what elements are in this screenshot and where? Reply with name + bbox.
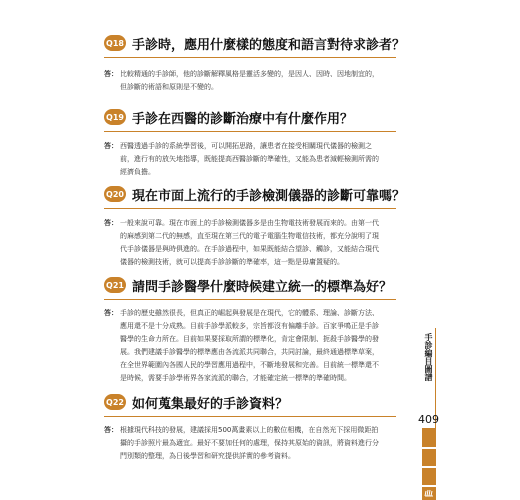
answer-line: 一般來說可靠。現在市面上的手診檢測儀器多是由生物電技術發展而來的。由第一代 (120, 219, 379, 227)
answer-block (104, 217, 398, 269)
answer-label: 答： (104, 309, 118, 317)
question-heading (104, 32, 405, 54)
answer-block (104, 68, 398, 94)
answer-block (104, 424, 398, 463)
answer-line: 但診斷的術語和原則是不變的。 (120, 83, 218, 91)
answer-line: 在全世界範圍內各國人民的學習應用過程中，不斷地發展和完善。目前統一標準還不 (120, 361, 379, 369)
question-heading (104, 274, 392, 296)
question-underline (104, 208, 396, 209)
running-title: 手診編目圖譜 (424, 333, 434, 381)
tab-divider (422, 485, 436, 487)
question-number-badge: Q20 (104, 186, 126, 202)
answer-line: 代手診儀器是與時俱進的。在手診過程中，如果既能結合望診、觸診，又能結合現代 (120, 245, 379, 253)
answer-label: 答： (104, 219, 118, 227)
answer-line: 手診的歷史雖然很長，但真正的崛起與發展是在現代，它的體系、理論、診斷方法、 (120, 309, 379, 317)
hand-icon (424, 489, 434, 497)
answer-line: 比較精通的手診師，他的診斷解釋風格是靈活多變的，是因人、因時、因地制宜的， (120, 70, 379, 78)
question-underline (104, 57, 396, 58)
answer-block (104, 307, 398, 385)
answer-line: 門別類的整理，為日後學習和研究提供詳實的參考資料。 (120, 452, 295, 460)
question-text: 手診時，應用什麼樣的態度和語言對待求診者？ (132, 37, 406, 53)
question-text: 現在市面上流行的手診檢測儀器的診斷可靠嗎？ (132, 188, 406, 204)
question-number-badge: Q18 (104, 35, 126, 51)
answer-line: 攝的手診照片最為適宜。最好不要加任何的處理，保持其原始的資訊，將資料進行分 (120, 439, 379, 447)
tab-divider (422, 466, 436, 468)
answer-line: 是時候，需要手診學術界各家流派的聯合，才能確定統一標準的準確時間。 (120, 374, 351, 382)
tab-divider (422, 447, 436, 449)
answer-label: 答： (104, 426, 118, 434)
question-number-badge: Q19 (104, 109, 126, 125)
question-text: 手診在西醫的診斷治療中有什麼作用？ (132, 111, 354, 127)
answer-line: 根據現代科技的發展，建議採用500萬畫素以上的數位相機，在自然光下採用微距拍 (120, 426, 379, 434)
answer-line: 儀器的檢測技術，就可以提高手診診斷的準確率，這一點是毋庸置疑的。 (120, 258, 344, 266)
question-number-badge: Q22 (104, 394, 126, 410)
question-text: 如何蒐集最好的手診資料？ (132, 396, 289, 412)
question-heading (104, 391, 288, 413)
question-underline (104, 416, 396, 417)
question-underline (104, 131, 396, 132)
question-text: 請問手診醫學什麼時候建立統一的標準為好？ (132, 279, 393, 295)
answer-line: 前，進行有的放矢地指導，既能提高西醫診斷的準確性，又能為患者減輕檢測所需的 (120, 155, 379, 163)
question-heading (104, 183, 405, 205)
question-number-badge: Q21 (104, 277, 126, 293)
answer-line: 醫學的生命力所在。目前如果要採取所謂的標準化，肯定會限制、扼殺手診醫學的發 (120, 335, 379, 343)
answer-label: 答： (104, 142, 118, 150)
answer-line: 西醫透過手診的系統學習後，可以開拓思路，讓患者在接受相關現代儀器的檢測之 (120, 142, 372, 150)
answer-label: 答： (104, 70, 118, 78)
answer-block (104, 140, 398, 179)
answer-line: 的麻感到第二代的無感，直至現在第三代的電子電腦生物電信技術，都充分說明了現 (120, 232, 379, 240)
question-underline (104, 299, 396, 300)
page-number: 409 (418, 413, 439, 426)
answer-line: 展。我們建議手診醫學的標準應由各流派共同聯合，共同討論，最終通過標準草案， (120, 348, 379, 356)
answer-line: 經濟負擔。 (120, 168, 155, 176)
answer-line: 應用還不是十分成熟。目前手診學派較多，宗旨都沒有偏離手診。百家爭鳴正是手診 (120, 322, 379, 330)
question-heading (104, 106, 353, 128)
